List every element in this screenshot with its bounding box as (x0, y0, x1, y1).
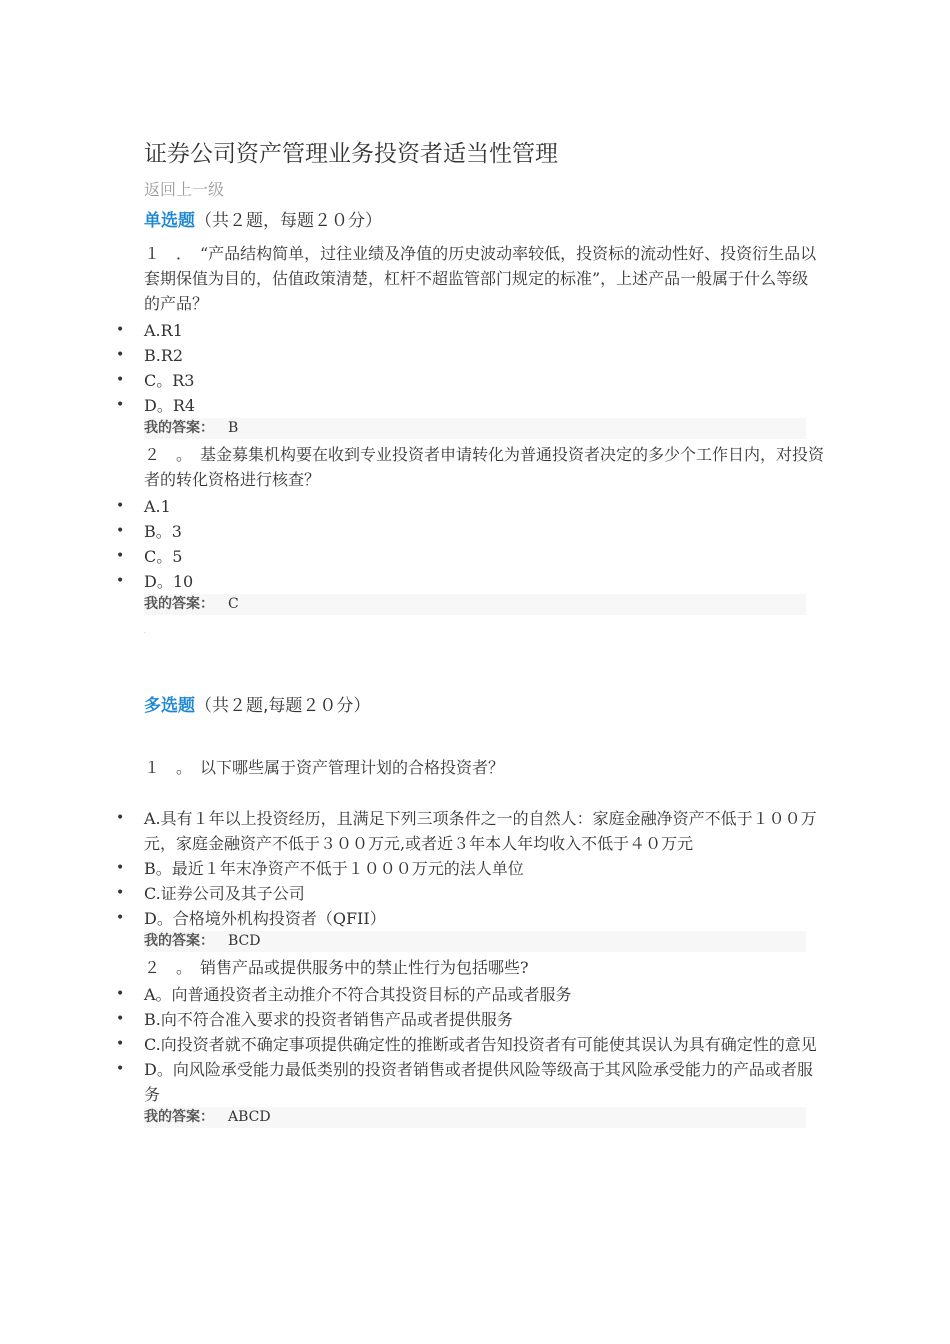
page-title: 证券公司资产管理业务投资者适当性管理 (144, 141, 558, 167)
document-page (144, 130, 824, 1131)
option-item[interactable]: • D。合格境外机构投资者（QFII） (144, 906, 824, 931)
section-note: （共２题，每题２０分） (195, 211, 382, 231)
option-item[interactable]: • D。向风险承受能力最低类别的投资者销售或者提供风险等级高于其风险承受能力的产品或者服务 (144, 1057, 824, 1107)
option-list (144, 318, 824, 418)
question-block (144, 241, 824, 439)
section-heading (144, 208, 824, 234)
question-text: ２ 。 基金募集机构要在收到专业投资者申请转化为普通投资者决定的多少个工作日内，对投资者的转化资格进行核查？ (144, 445, 825, 489)
option-item[interactable]: • D。R4 (144, 393, 824, 418)
section-heading (144, 693, 824, 719)
option-item[interactable]: • D。10 (144, 569, 824, 594)
my-answer-row (144, 594, 806, 615)
question-text: １ ． “产品结构简单，过往业绩及净值的历史波动率较低，投资标的流动性好、投资衍生品以套期保值为目的，估值政策清楚，杠杆不超监管部门规定的标准”，上述产品一般属于什么等级的产品？ (144, 244, 817, 313)
option-item[interactable]: • B.向不符合准入要求的投资者销售产品或者提供服务 (144, 1007, 824, 1032)
option-item[interactable]: • C.证券公司及其子公司 (144, 881, 824, 906)
option-item[interactable]: • B。最近１年末净资产不低于１０００万元的法人单位 (144, 856, 824, 881)
question-block (144, 755, 824, 952)
answer-value: B (228, 420, 239, 436)
my-answer-row (144, 931, 806, 952)
section-note: （共２题,每题２０分） (195, 696, 371, 716)
answer-label: 我的答案： (144, 933, 214, 949)
question-block (144, 955, 824, 1128)
answer-label: 我的答案： (144, 596, 214, 612)
answer-value: ABCD (228, 1109, 271, 1125)
option-list (144, 982, 824, 1107)
option-item[interactable]: • A.1 (144, 494, 824, 519)
section-label: 多选题 (144, 696, 195, 716)
back-link[interactable]: 返回上一级 (144, 180, 225, 199)
option-item[interactable]: • C。5 (144, 544, 824, 569)
option-item[interactable]: • A.R1 (144, 318, 824, 343)
question-text: ２ 。 销售产品或提供服务中的禁止性行为包括哪些? (144, 958, 529, 977)
option-item[interactable]: • A.具有１年以上投资经历，且满足下列三项条件之一的自然人：家庭金融净资产不低于１００万元，家庭金融资产不低于３００万元,或者近３年本人年均收入不低于４０万元 (144, 806, 824, 856)
option-item[interactable]: • A。向普通投资者主动推介不符合其投资目标的产品或者服务 (144, 982, 824, 1007)
question-block (144, 442, 824, 615)
option-list (144, 494, 824, 594)
option-list (144, 806, 824, 931)
my-answer-row (144, 418, 806, 439)
section-single-choice (144, 208, 824, 637)
my-answer-row (144, 1107, 806, 1128)
section-label: 单选题 (144, 211, 195, 231)
answer-value: BCD (228, 933, 261, 949)
answer-label: 我的答案： (144, 420, 214, 436)
question-text: １ 。 以下哪些属于资产管理计划的合格投资者？ (144, 758, 505, 777)
answer-value: C (228, 596, 239, 612)
option-item[interactable]: • B.R2 (144, 343, 824, 368)
end-mark: . (144, 628, 146, 635)
answer-label: 我的答案： (144, 1109, 214, 1125)
option-item[interactable]: • B。3 (144, 519, 824, 544)
option-item[interactable]: • C。R3 (144, 368, 824, 393)
option-item[interactable]: • C.向投资者就不确定事项提供确定性的推断或者告知投资者有可能使其误认为具有确定性的意见 (144, 1032, 824, 1057)
section-multiple-choice (144, 693, 824, 1128)
